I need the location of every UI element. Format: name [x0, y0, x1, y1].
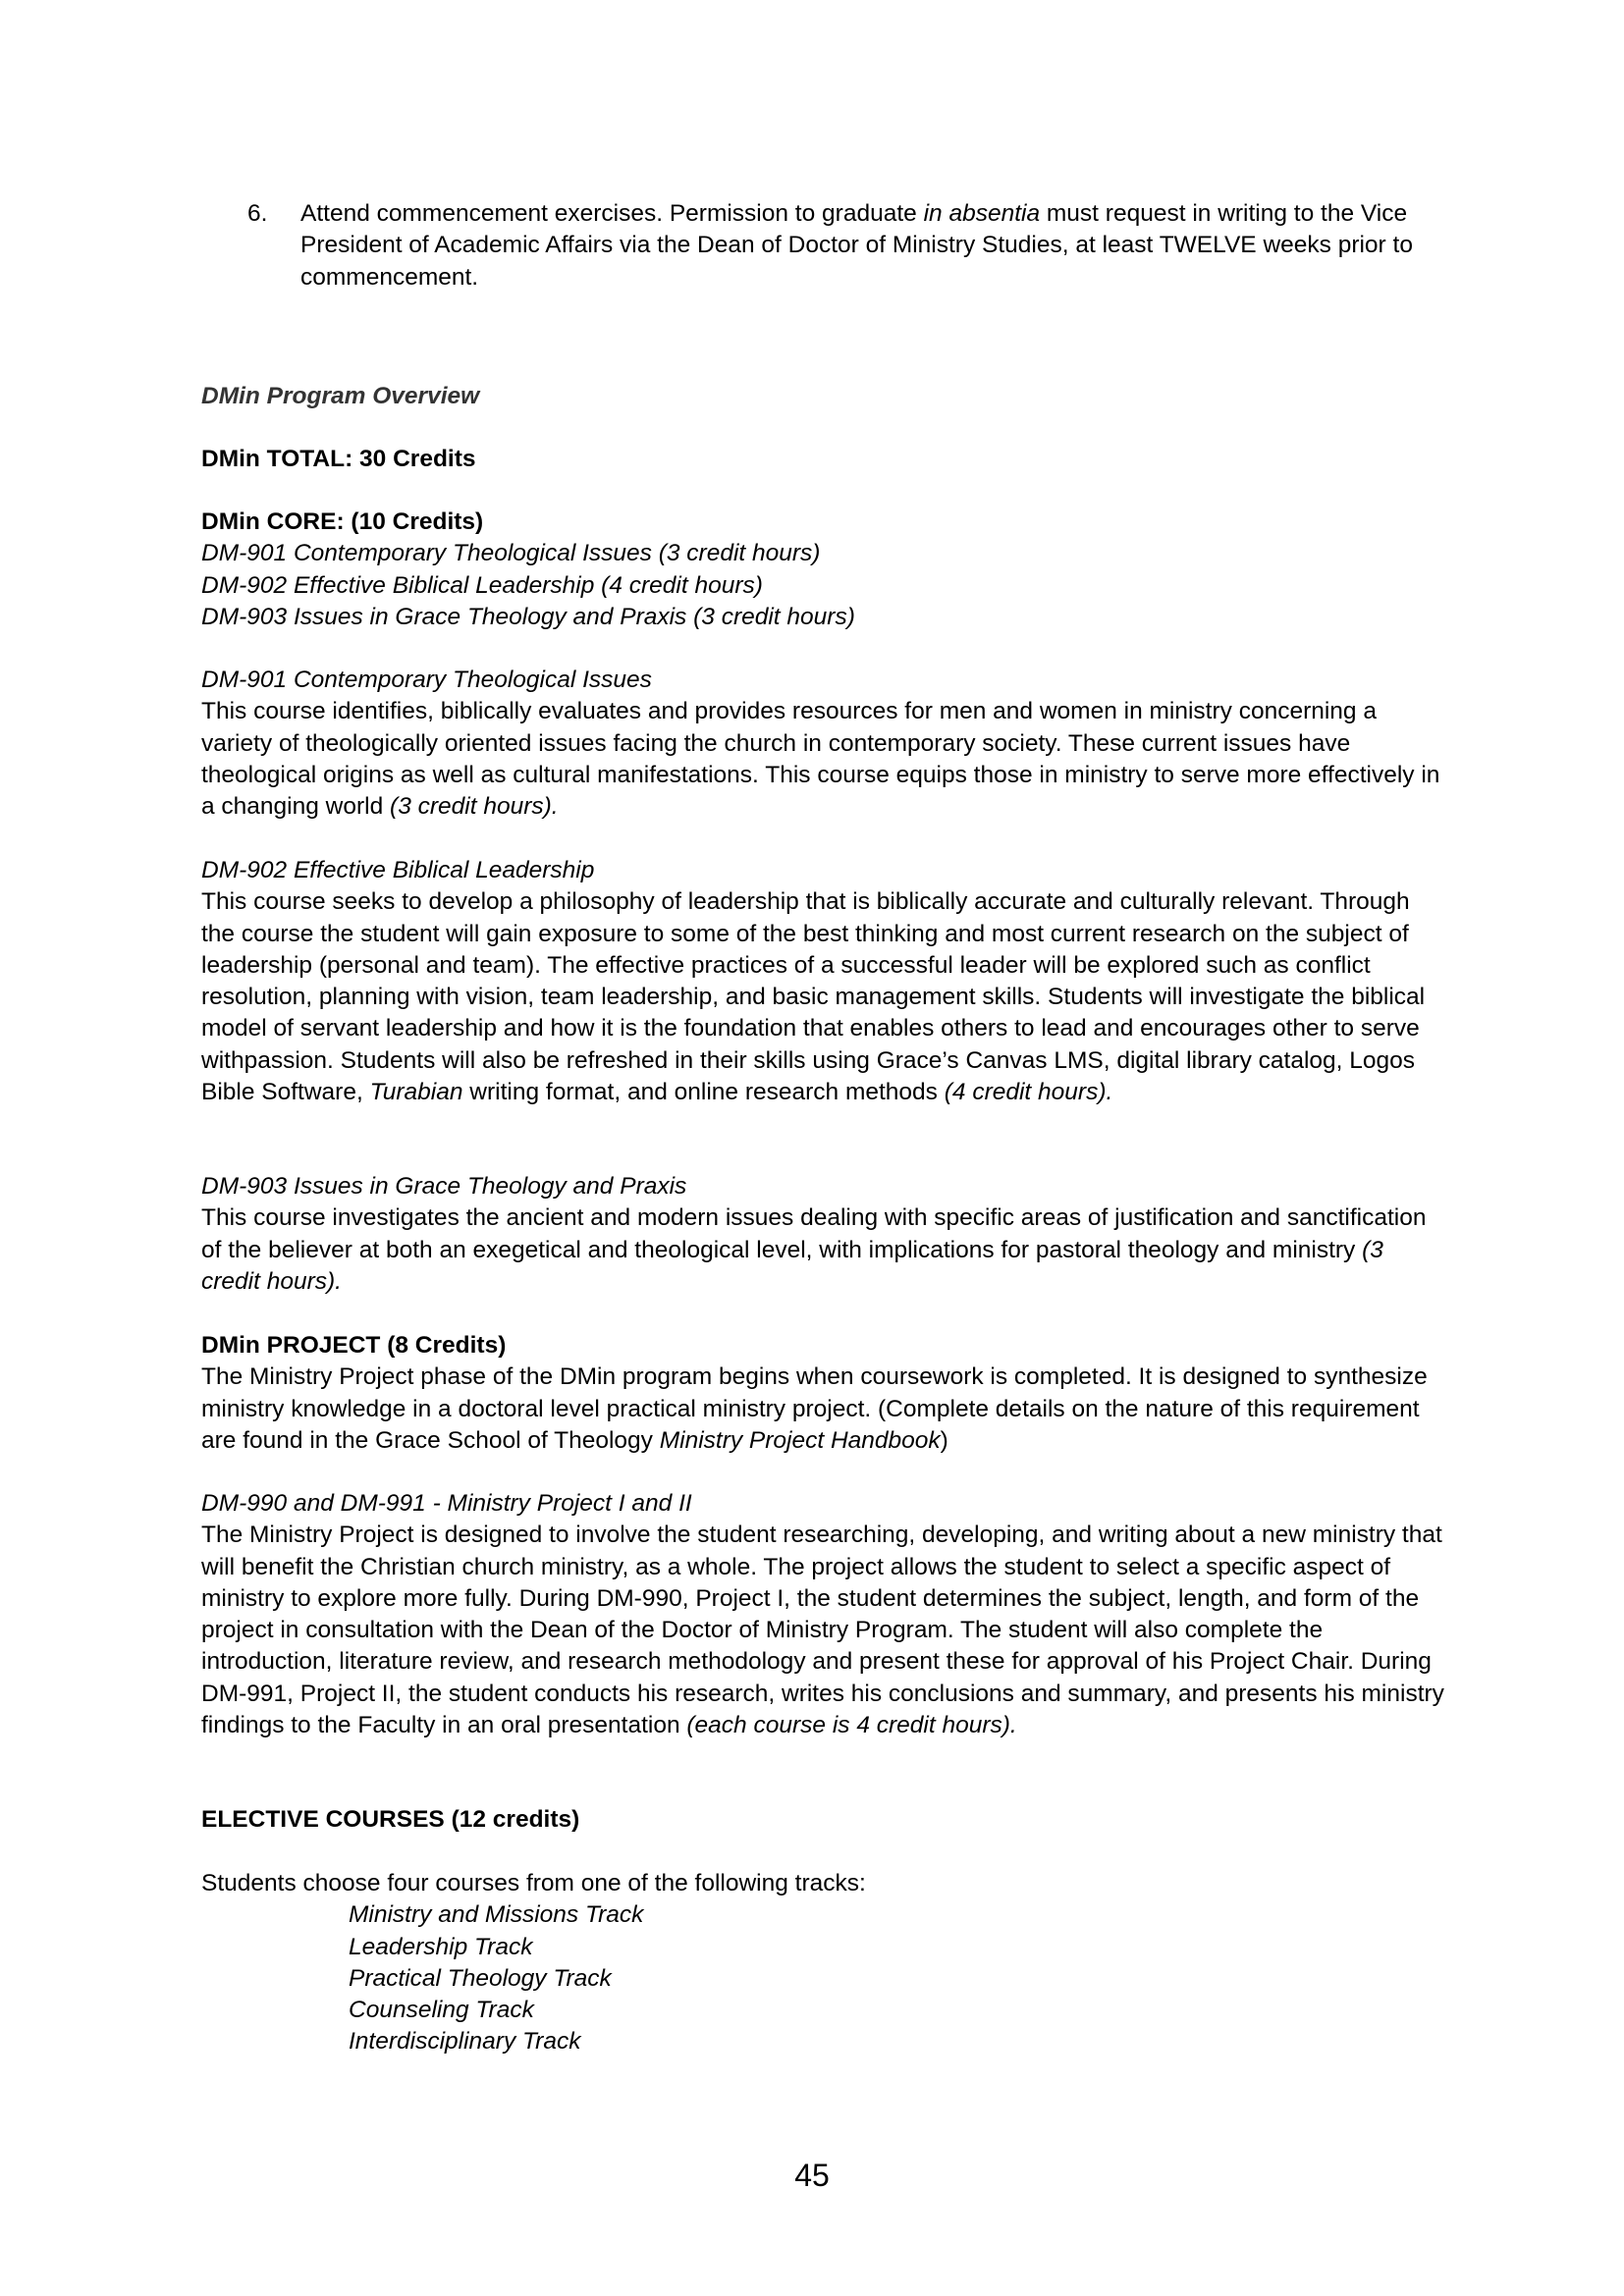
list-item-6	[247, 198, 1445, 294]
dm903-section	[201, 1171, 1448, 1298]
course-description: This course seeks to develop a philosophy of leadership that is biblically accurate and culturally relevant. Through the course the student will gain exposure to some of the best thinking and most current research on the subject of leadership (personal and team). The effective practices of a successful leader will be explored such as conflict resolution, planning with vision, team leadership, and basic management skills. Students will investigate the biblical model of servant leadership and how it is the foundation that enables others to lead and encourages other to serve withpassion. Students will also be refreshed in their skills using Grace’s Canvas LMS, digital library catalog, Logos Bible Software, Turabian writing format, and online research methods (4 credit hours).	[201, 888, 1426, 1106]
list-item-text: Attend commencement exercises. Permission to graduate in absentia must request in writing to the Vice President of Academic Affairs via the Dean of Doctor of Ministry Studies, at least TWELVE weeks prior to commencement.	[300, 200, 1413, 291]
list-number: 6.	[247, 200, 268, 227]
track-item: Practical Theology Track	[349, 1964, 612, 1992]
track-item: Interdisciplinary Track	[349, 2028, 581, 2056]
total-credits: DMin TOTAL: 30 Credits	[201, 446, 476, 472]
page-number: 45	[794, 2158, 830, 2193]
project-section	[201, 1330, 1448, 1457]
electives-heading: ELECTIVE COURSES (12 credits)	[201, 1806, 580, 1833]
track-item: Counseling Track	[349, 1997, 534, 2024]
dm902-section	[201, 855, 1448, 1108]
track-item: Leadership Track	[349, 1933, 533, 1960]
course-title: DM-903 Issues in Grace Theology and Praxis	[201, 1173, 687, 1200]
course-description: The Ministry Project is designed to involve the student researching, developing, and writing about a new ministry that will benefit the Christian church ministry, as a whole. The project allows the student to select a specific aspect of ministry to explore more fully. During DM-990, Project I, the student determines the subject, length, and form of the project in consultation with the Dean of the Doctor of Ministry Program. The student will also complete the introduction, literature review, and research methodology and present these for approval of his Project Chair. During DM-991, Project II, the student conducts his research, writes his conclusions and summary, and presents his ministry findings to the Faculty in an oral presentation (each course is 4 credit hours).	[201, 1522, 1444, 1739]
overview-heading: DMin Program Overview	[201, 383, 480, 409]
core-section	[201, 507, 1448, 633]
course-title: DM-990 and DM-991 - Ministry Project I and II	[201, 1490, 692, 1517]
project-description: The Ministry Project phase of the DMin program begins when coursework is completed. It is designed to synthesize ministry knowledge in a doctoral level practical ministry project. (Complete details on the nature of this requirement are found in the Grace School of Theology Ministry Project Handbook)	[201, 1363, 1428, 1454]
course-description: This course investigates the ancient and modern issues dealing with specific areas of justification and sanctification of the believer at both an exegetical and theological level, with implications for pastoral theology and ministry (3 credit hours).	[201, 1204, 1427, 1295]
latin-term: in absentia	[923, 200, 1041, 227]
track-list	[349, 1899, 1448, 2057]
core-heading: DMin CORE: (10 Credits)	[201, 508, 484, 535]
project-heading: DMin PROJECT (8 Credits)	[201, 1332, 507, 1359]
course-title: DM-901 Contemporary Theological Issues	[201, 667, 652, 693]
core-course: DM-902 Effective Biblical Leadership (4 credit hours)	[201, 571, 763, 599]
core-course: DM-901 Contemporary Theological Issues (3 credit hours)	[201, 540, 821, 567]
electives-intro: Students choose four courses from one of the following tracks:	[201, 1870, 866, 1896]
track-item: Ministry and Missions Track	[349, 1901, 644, 1929]
course-description: This course identifies, biblically evaluates and provides resources for men and women in ministry concerning a variety of theologically oriented issues facing the church in contemporary society. These current issues have theological origins as well as cultural manifestations. This course equips those in ministry to serve more effectively in a changing world (3 credit hours).	[201, 698, 1440, 821]
course-title: DM-902 Effective Biblical Leadership	[201, 857, 595, 883]
core-course: DM-903 Issues in Grace Theology and Praxis (3 credit hours)	[201, 603, 855, 630]
dm990-section	[201, 1488, 1448, 1741]
dm901-section	[201, 665, 1448, 823]
electives-section	[201, 1868, 1448, 2058]
